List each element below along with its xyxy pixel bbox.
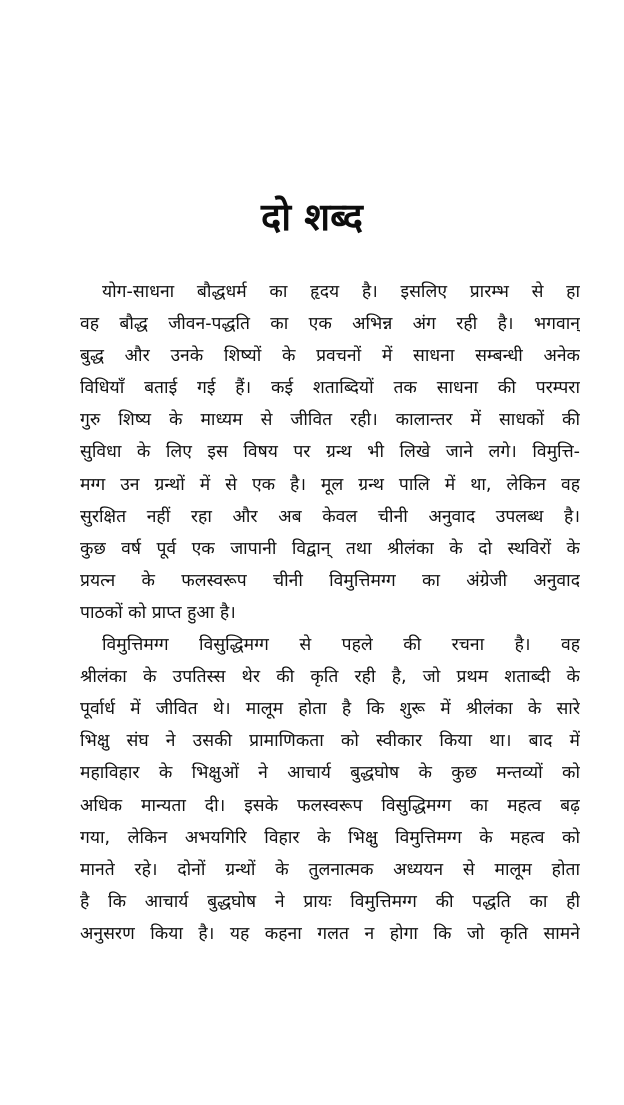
text-line: सुरक्षित नहीं रहा और अब केवल चीनी अनुवाद उपलब्ध है। (80, 506, 580, 527)
text-line: गुरु शिष्य के माध्यम से जीवित रही। कालान्तर में साधकों की (80, 410, 580, 431)
paragraph-2 (80, 629, 580, 950)
text-line: प्रयत्न के फलस्वरूप चीनी विमुत्तिमग्ग का अंग्रेजी अनुवाद (80, 570, 580, 591)
text-line: पाठकों को प्राप्त हुआ है। (80, 602, 236, 623)
text-line: सुविधा के लिए इस विषय पर ग्रन्थ भी लिखे जाने लगे। विमुत्ति- (80, 442, 580, 463)
text-line: भिक्षु संघ ने उसकी प्रामाणिकता को स्वीकार किया था। बाद में (80, 731, 580, 752)
text-line: अनुसरण किया है। यह कहना गलत न होगा कि जो कृति सामने (80, 923, 580, 944)
page-title: दो शब्द (261, 195, 363, 239)
text-line: पूर्वार्ध में जीवित थे। मालूम होता है कि शुरू में श्रीलंका के सारे (80, 699, 580, 720)
text-line: मानते रहे। दोनों ग्रन्थों के तुलनात्मक अध्ययन से मालूम होता (80, 859, 580, 880)
text-line: श्रीलंका के उपतिस्स थेर की कृति रही है, जो प्रथम शताब्दी के (80, 667, 580, 688)
text-line: गया, लेकिन अभयगिरि विहार के भिक्षु विमुत्तिमग्ग के महत्व को (80, 827, 580, 848)
text-line: योग-साधना बौद्धधर्म का हृदय है। इसलिए प्रारम्भ से हा (102, 282, 580, 302)
text-line: विधियाँ बताई गई हैं। कई शताब्दियों तक साधना की परम्परा (80, 378, 580, 399)
text-line: विमुत्तिमग्ग विसुद्धिमग्ग से पहले की रचना है। वह (102, 635, 580, 656)
text-line: बुद्ध और उनके शिष्यों के प्रवचनों में साधना सम्बन्धी अनेक (80, 346, 580, 367)
text-line: मग्ग उन ग्रन्थों में से एक है। मूल ग्रन्थ पालि में था, लेकिन वह (80, 474, 580, 495)
text-line: वह बौद्ध जीवन-पद्धति का एक अभिन्न अंग रही है। भगवान् (80, 314, 580, 335)
text-line: कुछ वर्ष पूर्व एक जापानी विद्वान् तथा श्रीलंका के दो स्थविरों के (80, 538, 580, 559)
paragraph-1 (80, 276, 580, 629)
body-text (80, 276, 580, 950)
text-line: महाविहार के भिक्षुओं ने आचार्य बुद्धघोष के कुछ मन्तव्यों को (80, 763, 580, 784)
text-line: है कि आचार्य बुद्धघोष ने प्रायः विमुत्तिमग्ग की पद्धति का ही (80, 891, 580, 912)
text-line: अधिक मान्यता दी। इसके फलस्वरूप विसुद्धिमग्ग का महत्व बढ़ (80, 795, 580, 816)
